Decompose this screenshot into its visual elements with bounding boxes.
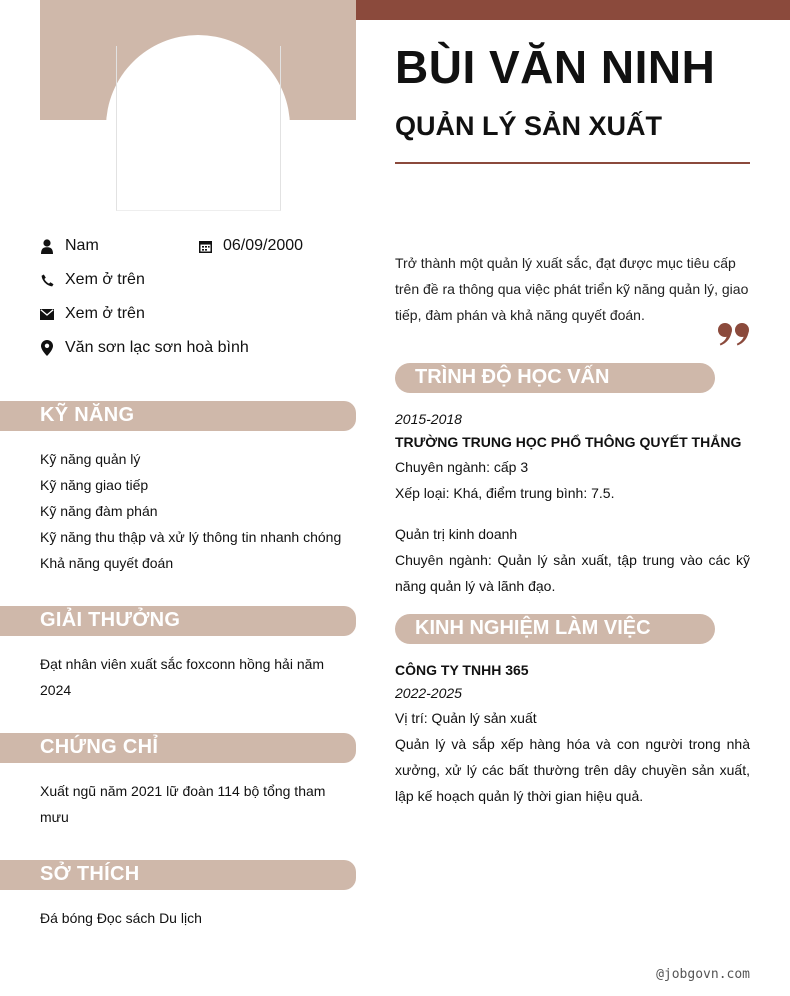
quote-icon — [717, 322, 751, 351]
awards-header — [0, 606, 356, 636]
top-accent-bar — [356, 0, 790, 20]
job-title: QUẢN LÝ SẢN XUẤT — [395, 111, 663, 141]
experience-header — [395, 614, 715, 644]
certificates-header — [0, 733, 356, 763]
education-second-major: Chuyên ngành: Quản lý sản xuất, tập trung vào các kỹ năng quản lý và lãnh đạo. — [395, 552, 750, 594]
person-icon — [40, 238, 54, 254]
experience-description: Quản lý và sắp xếp hàng hóa và con người trong nhà xưởng, xử lý các bất thường trên dây chuyền sản xuất, lập kế hoạch quản lý thời gian hiệu quả. — [395, 736, 750, 804]
skill-item: Kỹ năng giao tiếp — [40, 477, 149, 493]
certificates-text: Xuất ngũ năm 2021 lữ đoàn 114 bộ tổng tham mưu — [40, 783, 326, 825]
birthdate-row — [198, 237, 303, 255]
skill-item: Kỹ năng đàm phán — [40, 503, 158, 519]
hobbies-header — [0, 860, 356, 890]
gender-value: Nam — [65, 237, 99, 254]
awards-title: GIẢI THƯỞNG — [40, 609, 181, 631]
education-grade: Xếp loại: Khá, điểm trung bình: 7.5. — [395, 485, 615, 501]
email-row — [40, 305, 145, 323]
hobbies-title: SỞ THÍCH — [40, 863, 140, 885]
skills-list — [40, 446, 341, 576]
education-title: TRÌNH ĐỘ HỌC VẤN — [415, 366, 610, 388]
skill-item: Khả năng quyết đoán — [40, 555, 174, 571]
email-value[interactable]: Xem ở trên — [65, 305, 145, 322]
footer-watermark: @jobgovn.com — [656, 967, 750, 982]
career-objective: Trở thành một quản lý xuất sắc, đạt được mục tiêu cấp trên đề ra thông qua việc phát triển kỹ năng quản lý, giao tiếp, đàm phán và khả năng quyết đoán. — [395, 255, 749, 323]
experience-position: Vị trí: Quản lý sản xuất — [395, 710, 537, 726]
address-value: Văn sơn lạc sơn hoà bình — [65, 339, 249, 356]
education-major: Chuyên ngành: cấp 3 — [395, 459, 529, 475]
gender-row — [40, 237, 99, 255]
avatar[interactable] — [116, 46, 281, 211]
skill-item: Kỹ năng quản lý — [40, 451, 141, 467]
candidate-name: BÙI VĂN NINH — [395, 41, 716, 93]
title-divider — [395, 162, 750, 164]
address-row — [40, 339, 249, 357]
calendar-icon — [198, 238, 212, 254]
education-period: 2015-2018 — [395, 411, 462, 427]
envelope-icon — [40, 306, 54, 322]
phone-value[interactable]: Xem ở trên — [65, 271, 145, 288]
education-school: TRƯỜNG TRUNG HỌC PHỔ THÔNG QUYẾT THẮNG — [395, 434, 742, 450]
skills-title: KỸ NĂNG — [40, 404, 135, 426]
certificates-title: CHỨNG CHỈ — [40, 736, 159, 758]
experience-title: KINH NGHIỆM LÀM VIỆC — [415, 617, 651, 639]
phone-icon — [40, 272, 54, 288]
education-header — [395, 363, 715, 393]
location-pin-icon — [40, 340, 54, 356]
experience-company: CÔNG TY TNHH 365 — [395, 662, 529, 678]
birthdate-value: 06/09/2000 — [223, 237, 304, 254]
skill-item: Kỹ năng thu thập và xử lý thông tin nhanh chóng — [40, 529, 342, 545]
education-second-title: Quản trị kinh doanh — [395, 526, 518, 542]
phone-row — [40, 271, 145, 289]
experience-period: 2022-2025 — [395, 685, 462, 701]
hobbies-text: Đá bóng Đọc sách Du lịch — [40, 910, 202, 926]
awards-text: Đạt nhân viên xuất sắc foxconn hồng hải năm 2024 — [40, 656, 325, 698]
skills-header — [0, 401, 356, 431]
